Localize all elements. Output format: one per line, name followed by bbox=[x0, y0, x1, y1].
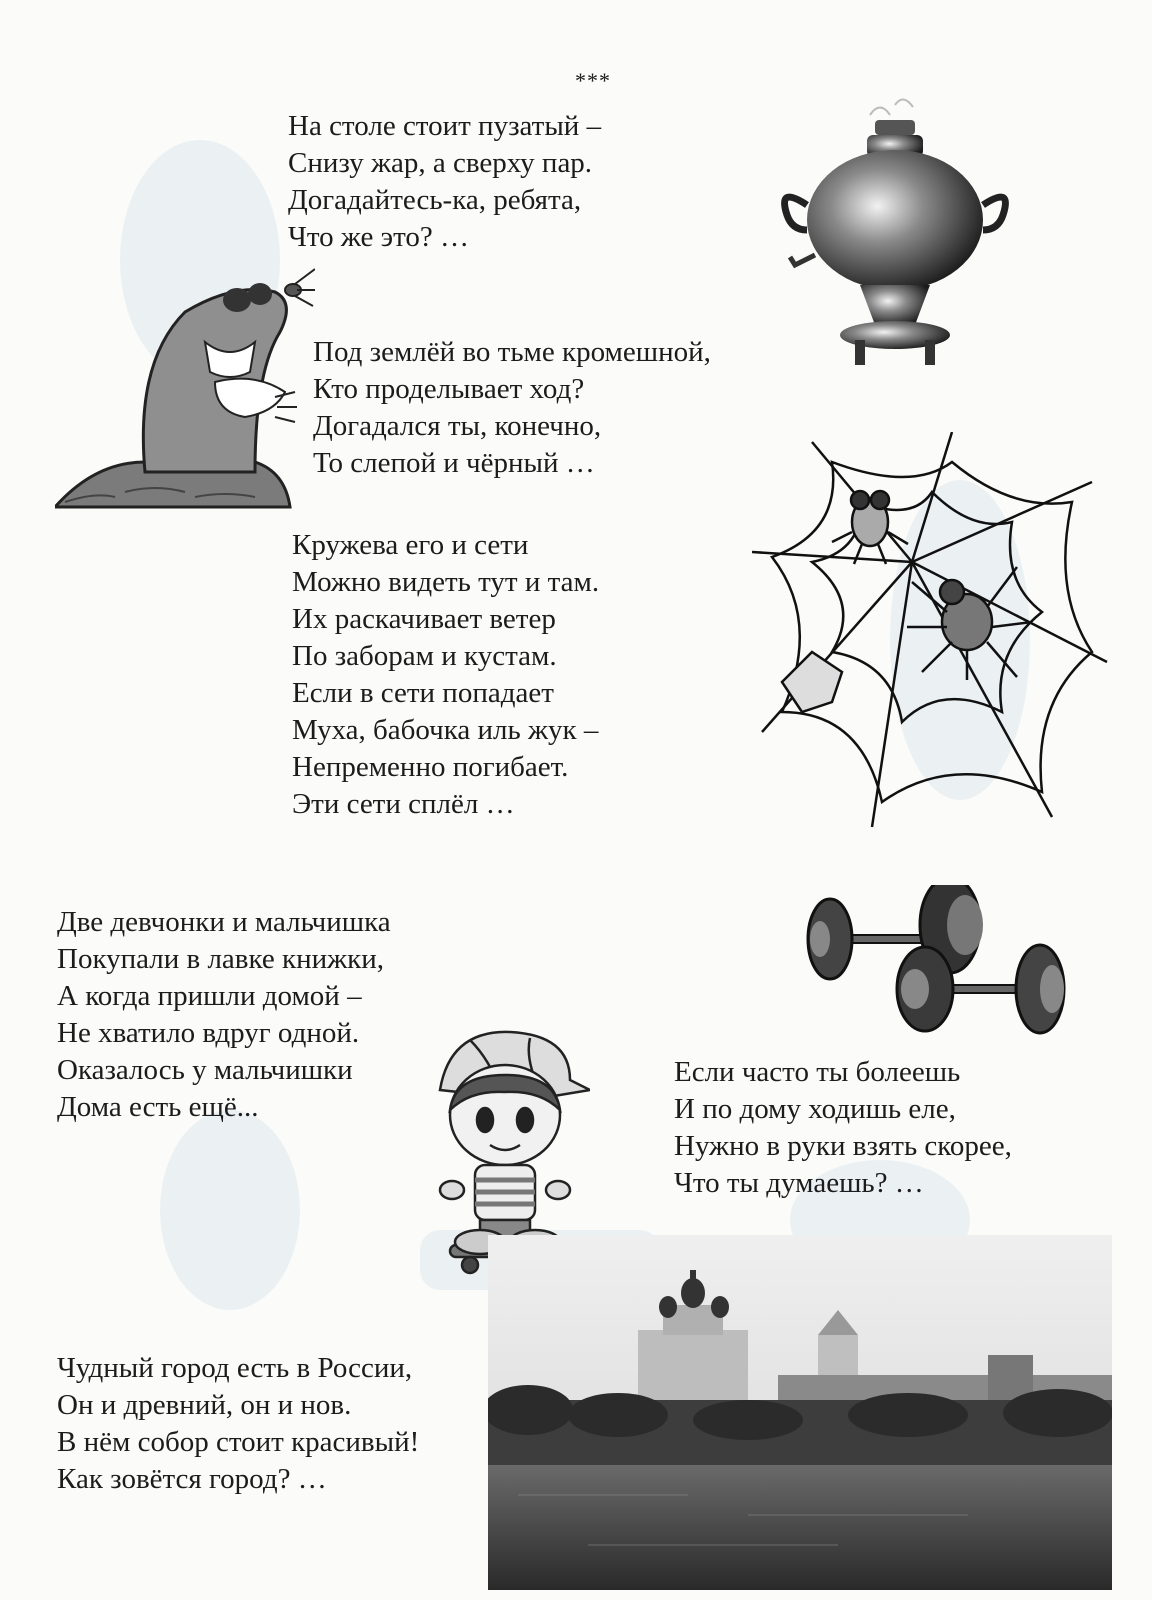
riddle-line: Чудный город есть в России, bbox=[57, 1352, 413, 1384]
riddle-line: Что же это? … bbox=[288, 221, 470, 253]
riddle-line: Снизу жар, а сверху пар. bbox=[288, 147, 593, 179]
riddle-line: На столе стоит пузатый – bbox=[288, 110, 602, 142]
riddle-line: А когда пришли домой – bbox=[57, 980, 362, 1012]
riddle-line: Эти сети сплёл … bbox=[292, 788, 515, 820]
riddle-line: Можно видеть тут и там. bbox=[292, 566, 600, 598]
riddle-line: И по дому ходишь еле, bbox=[674, 1093, 956, 1125]
riddle-line: Кто проделывает ход? bbox=[313, 373, 585, 405]
riddle-line: Как зовётся город? … bbox=[57, 1463, 327, 1495]
riddle-mole bbox=[313, 334, 711, 482]
riddle-line: Оказалось у мальчишки bbox=[57, 1054, 353, 1086]
riddle-line: То слепой и чёрный … bbox=[313, 447, 595, 479]
riddle-line: Не хватило вдруг одной. bbox=[57, 1017, 360, 1049]
section-separator-stars: *** bbox=[575, 68, 611, 93]
mole-illustration bbox=[55, 262, 315, 512]
riddle-line: Что ты думаешь? … bbox=[674, 1167, 924, 1199]
riddle-line: Нужно в руки взять скорее, bbox=[674, 1130, 1012, 1162]
spider-web-illustration bbox=[752, 432, 1112, 832]
samovar-illustration bbox=[775, 95, 1015, 375]
riddle-samovar bbox=[288, 108, 601, 256]
riddle-line: Если в сети попадает bbox=[292, 677, 554, 709]
riddle-line: В нём собор стоит красивый! bbox=[57, 1426, 420, 1458]
riddle-vitamins bbox=[674, 1054, 1012, 1202]
riddle-spider bbox=[292, 527, 599, 823]
riddle-line: Муха, бабочка иль жук – bbox=[292, 714, 599, 746]
riddle-line: Если часто ты болеешь bbox=[674, 1056, 961, 1088]
riddle-line: Он и древний, он и нов. bbox=[57, 1389, 352, 1421]
kremlin-photo bbox=[488, 1235, 1112, 1590]
riddle-line: Покупали в лавке книжки, bbox=[57, 943, 385, 975]
dumbbells-illustration bbox=[790, 885, 1090, 1045]
riddle-line: По заборам и кустам. bbox=[292, 640, 557, 672]
riddle-line: Под землёй во тьме кромешной, bbox=[313, 336, 711, 368]
riddle-line: Кружева его и сети bbox=[292, 529, 529, 561]
riddle-line: Дома есть ещё... bbox=[57, 1091, 259, 1123]
riddle-line: Две девчонки и мальчишка bbox=[57, 906, 391, 938]
riddle-line: Непременно погибает. bbox=[292, 751, 569, 783]
riddle-city bbox=[57, 1350, 419, 1498]
riddle-line: Догадайтесь-ка, ребята, bbox=[288, 184, 582, 216]
riddle-books bbox=[57, 904, 391, 1126]
riddle-line: Догадался ты, конечно, bbox=[313, 410, 602, 442]
riddle-line: Их раскачивает ветер bbox=[292, 603, 556, 635]
